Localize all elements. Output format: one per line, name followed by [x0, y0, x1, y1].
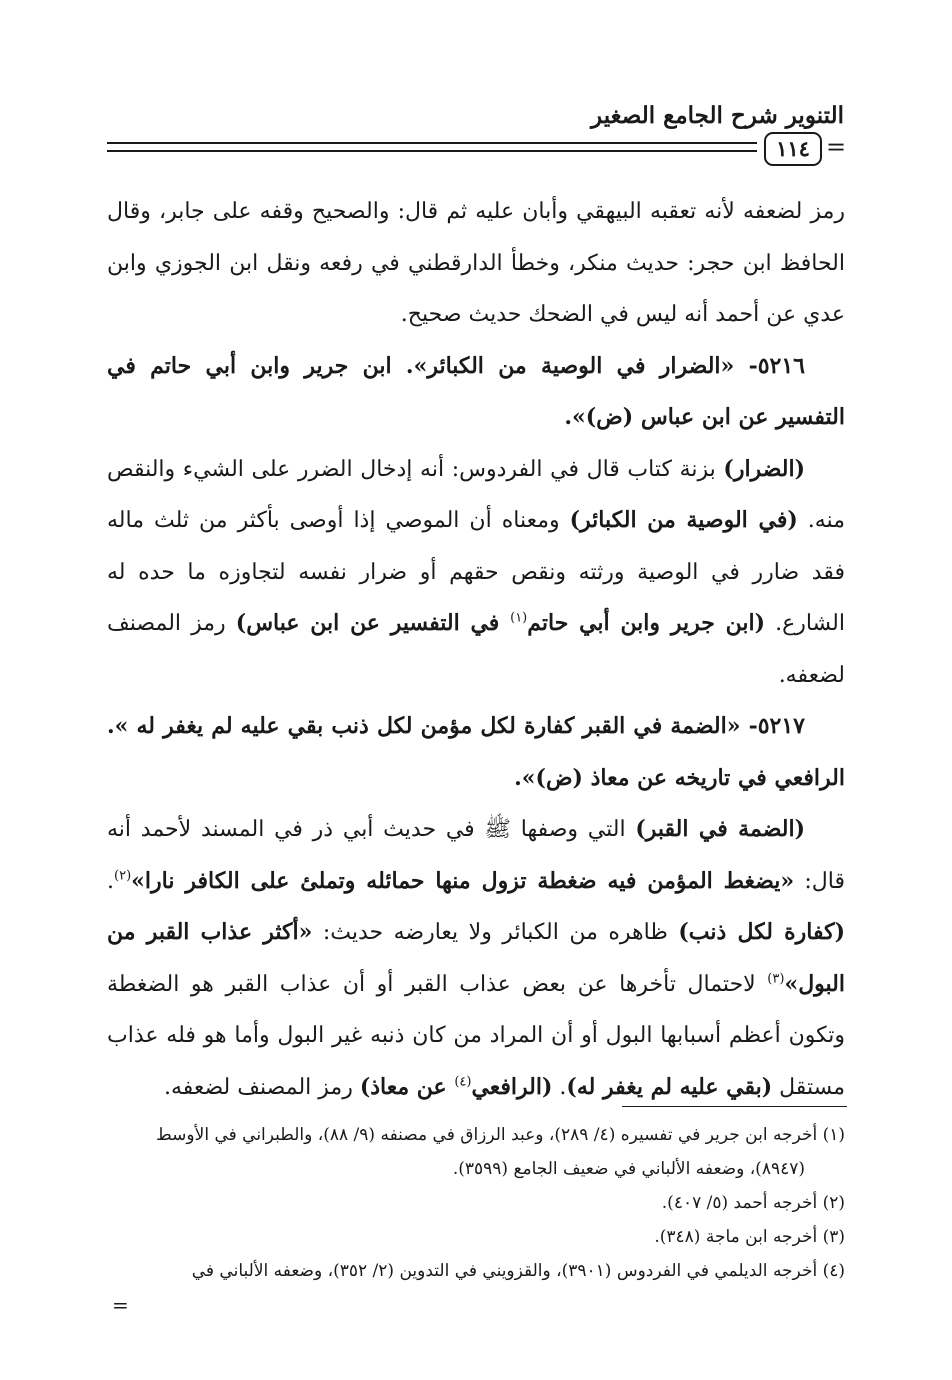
term: (بقي عليه لم يغفر له)	[566, 1073, 773, 1100]
hadith-number: ٥٢١٧	[757, 713, 805, 739]
header-rule-lower	[107, 150, 757, 152]
hadith-number: ٥٢١٦	[757, 352, 805, 379]
footnote-1: (١) أخرجه ابن جرير في تفسيره (٤/ ٢٨٩)، وعبد الرزاق في مصنفه (٩/ ٨٨)، والطبراني في الأوسط	[156, 1125, 845, 1145]
hadith-5217	[107, 701, 845, 804]
text-run: التي وصفها ﷺ في حديث أبي ذر في المسند لأحمد أنه قال:	[107, 817, 845, 894]
page-number: ١١٤	[764, 132, 822, 166]
term: عن معاذ)	[359, 1073, 455, 1100]
commentary-5217	[107, 804, 845, 1113]
paragraph-1: رمز لضعفه لأنه تعقبه البيهقي وأبان عليه ثم قال: والصحيح وقفه على جابر، وقال الحافظ ابن حجر: حديث منكر، وخطأ الدارقطني في رفعه ونقل ابن الجوزي وابن عدي عن أحمد أنه ليس في الضحك حديث صحيح.	[107, 199, 845, 327]
text-run: لاحتمال تأخرها عن بعض عذاب القبر أو أن عذاب القبر هو الضغطة وتكون أعظم أسبابها البول أو أن المراد من كان ذنبه غير البول وأما هو فله عذاب مستقل	[107, 971, 845, 1100]
commentary-5216	[107, 444, 845, 702]
hadith-text: - «الضمة في القبر كفارة لكل مؤمن لكل ذنب بقي عليه لم يغفر له ». الرافعي في تاريخه عن معاذ (ض)».	[107, 713, 845, 791]
page-continuation-mark: =	[112, 1293, 129, 1317]
footnote-1-continued: (٨٩٤٧)، وضعفه الألباني في ضعيف الجامع (٣٥٩٩).	[452, 1159, 805, 1179]
footnote-ref[interactable]: (٣)	[767, 971, 785, 987]
footnote-separator	[622, 1106, 847, 1107]
text-run: ظاهره من الكبائر ولا يعارضه حديث:	[312, 920, 679, 945]
term: (ابن جرير وابن أبي حاتم	[527, 610, 765, 636]
quoted-hadith: «أكثر عذاب القبر من البول»	[107, 919, 845, 997]
main-text	[107, 186, 845, 1113]
continuation-edge-mark: =	[826, 133, 847, 161]
footnote-ref[interactable]: (٤)	[454, 1074, 472, 1090]
footnote-ref[interactable]: (١)	[510, 610, 528, 626]
footnote-3: (٣) أخرجه ابن ماجة (٣٤٨).	[654, 1227, 845, 1247]
text-run: رمز المصنف لضعفه.	[107, 611, 845, 688]
text-run: بزنة كتاب قال في الفردوس: أنه إدخال الضرر على الشيء والنقص منه.	[107, 456, 845, 533]
term: (الرافعي	[471, 1073, 553, 1100]
term: (الضرار)	[723, 455, 805, 482]
header-rule-upper	[107, 142, 757, 144]
text-run: رمز المصنف لضعفه.	[163, 1074, 360, 1100]
text-run: .	[107, 868, 114, 894]
hadith-5216	[107, 341, 845, 444]
text-run: ومعناه أن الموصي إذا أوصى بأكثر من ثلث ماله فقد ضارر في الوصية ورثته ونقص حقهم أو ضرار نفسه لتجاوزه ما حده له الشارع.	[107, 508, 845, 636]
footnotes	[107, 1118, 845, 1288]
text-run: .	[552, 1074, 567, 1100]
term: (كفارة لكل ذنب)	[678, 919, 846, 945]
running-title: التنوير شرح الجامع الصغير	[591, 102, 844, 129]
footnote-4: (٤) أخرجه الديلمي في الفردوس (٣٩٠١)، والقزويني في التدوين (٢/ ٣٥٢)، وضعفه الألباني في	[191, 1261, 845, 1281]
quoted-hadith: «يضغط المؤمن فيه ضغطة تزول منها حمائله وتملئ على الكافر نارا»	[131, 867, 795, 894]
footnote-2: (٢) أخرجه أحمد (٥/ ٤٠٧).	[661, 1193, 845, 1213]
footnote-ref[interactable]: (٢)	[114, 868, 132, 884]
term: (الضمة في القبر)	[635, 816, 805, 842]
hadith-text: - «الضرار في الوصية من الكبائر». ابن جرير وابن أبي حاتم في التفسير عن ابن عباس (ض)».	[107, 352, 845, 430]
term: (في الوصية من الكبائر)	[569, 507, 798, 533]
term: في التفسير عن ابن عباس)	[235, 610, 511, 636]
